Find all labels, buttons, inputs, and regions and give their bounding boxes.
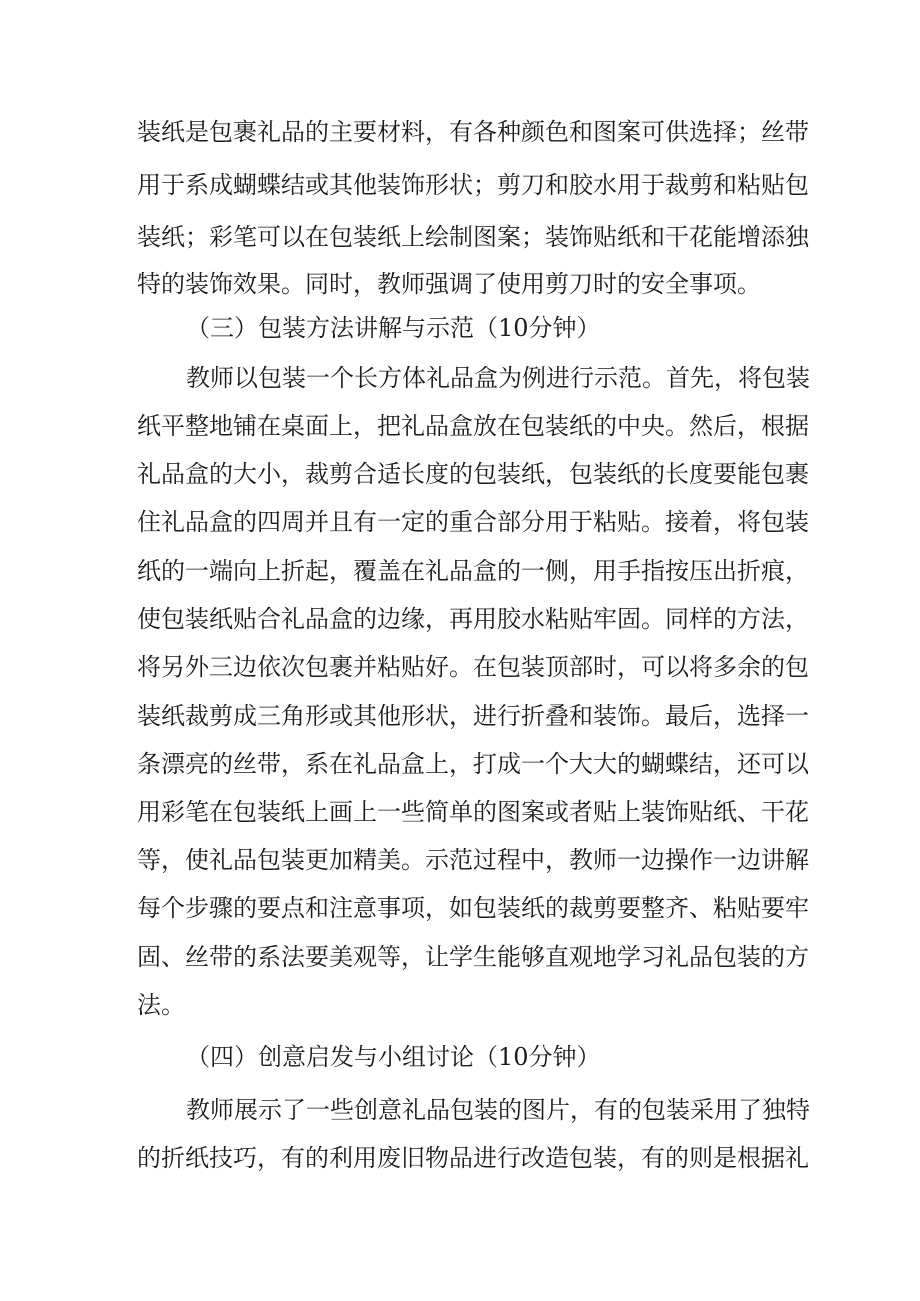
paragraph-line: 法。 xyxy=(137,991,185,1019)
section-heading: （四）创意启发与小组讨论（10分钟） xyxy=(186,1043,601,1071)
section-heading: （三）包装方法讲解与示范（10分钟） xyxy=(186,314,601,342)
paragraph-line: 的折纸技巧，有的利用废旧物品进行改造包装，有的则是根据礼 xyxy=(137,1144,809,1172)
paragraph-line: 装纸裁剪成三角形或其他形状，进行折叠和装饰。最后，选择一 xyxy=(137,702,809,730)
paragraph-line: 使包装纸贴合礼品盒的边缘，再用胶水粘贴牢固。同样的方法， xyxy=(137,605,809,633)
paragraph-line: 条漂亮的丝带，系在礼品盒上，打成一个大大的蝴蝶结，还可以 xyxy=(137,750,809,778)
paragraph-line: 特的装饰效果。同时，教师强调了使用剪刀时的安全事项。 xyxy=(137,270,761,298)
paragraph-line: 每个步骤的要点和注意事项，如包装纸的裁剪要整齐、粘贴要牢 xyxy=(137,894,809,922)
paragraph-line: 装纸是包裹礼品的主要材料，有各种颜色和图案可供选择；丝带 xyxy=(137,118,809,146)
paragraph-line: 教师展示了一些创意礼品包装的图片，有的包装采用了独特 xyxy=(186,1096,810,1124)
paragraph-line: 固、丝带的系法要美观等，让学生能够直观地学习礼品包装的方 xyxy=(137,943,809,971)
paragraph-line: 住礼品盒的四周并且有一定的重合部分用于粘贴。接着，将包装 xyxy=(137,508,809,536)
paragraph-line: 纸平整地铺在桌面上，把礼品盒放在包装纸的中央。然后，根据 xyxy=(137,412,809,440)
paragraph-line: 用彩笔在包装纸上画上一些简单的图案或者贴上装饰贴纸、干花 xyxy=(137,798,809,826)
paragraph-line: 等，使礼品包装更加精美。示范过程中，教师一边操作一边讲解 xyxy=(137,846,809,874)
paragraph-line: 礼品盒的大小，裁剪合适长度的包装纸，包装纸的长度要能包裹 xyxy=(137,460,809,488)
paragraph-line: 教师以包装一个长方体礼品盒为例进行示范。首先，将包装 xyxy=(186,364,810,392)
paragraph-line: 装纸；彩笔可以在包装纸上绘制图案；装饰贴纸和干花能增添独 xyxy=(137,223,809,251)
paragraph-line: 纸的一端向上折起，覆盖在礼品盒的一侧，用手指按压出折痕， xyxy=(137,557,809,585)
paragraph-line: 用于系成蝴蝶结或其他装饰形状；剪刀和胶水用于裁剪和粘贴包 xyxy=(137,171,809,199)
paragraph-line: 将另外三边依次包裹并粘贴好。在包装顶部时，可以将多余的包 xyxy=(137,653,809,681)
